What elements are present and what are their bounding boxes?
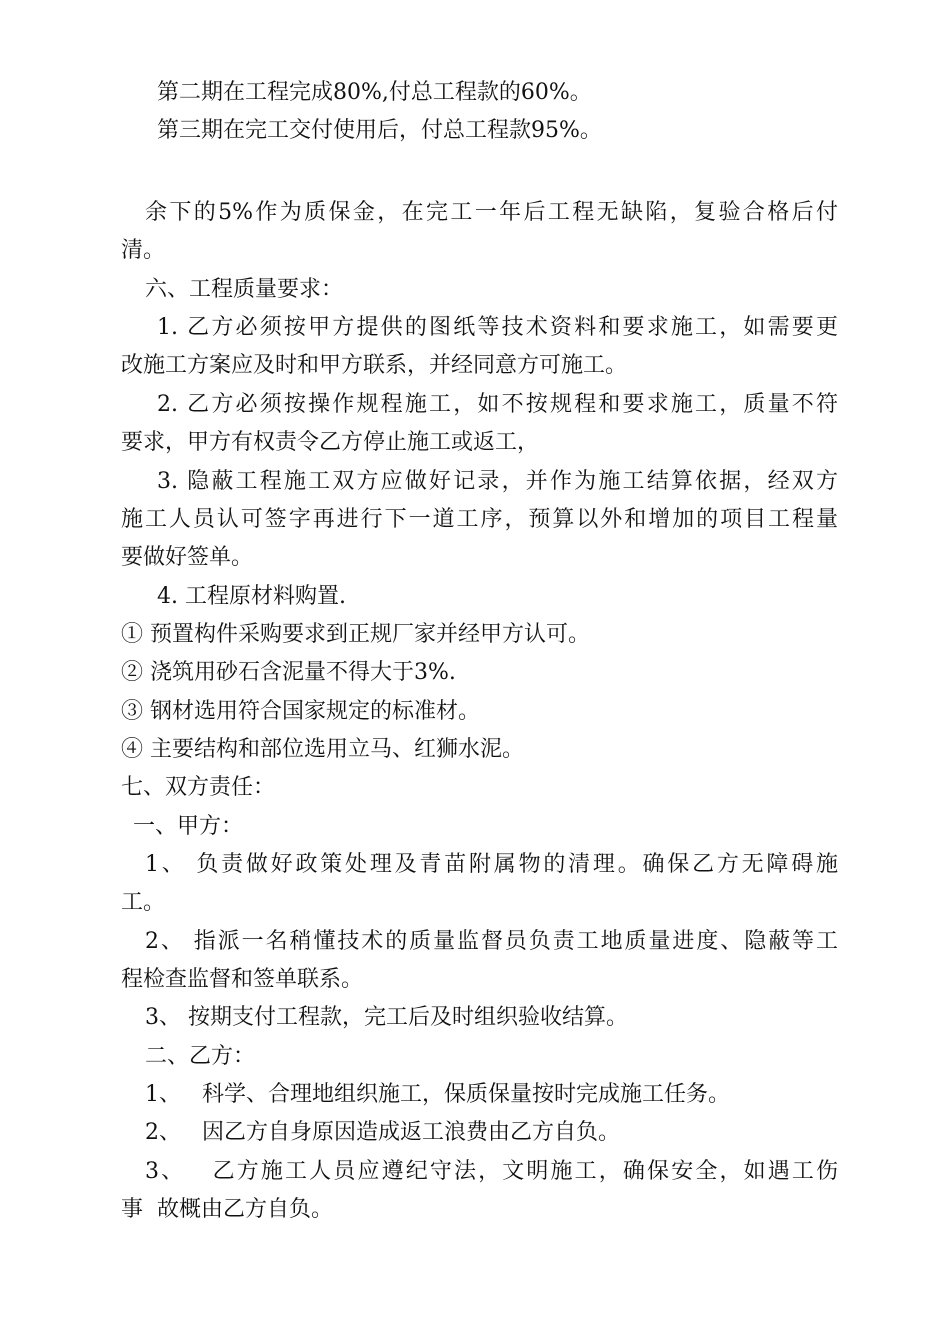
section-heading: 七、双方责任：	[121, 775, 276, 800]
text-line: 改施工方案应及时和甲方联系，并经同意方可施工。	[121, 353, 628, 378]
text-line: 1、 负责做好政策处理及青苗附属物的清理。确保乙方无障碍施	[145, 852, 838, 877]
text-line: 1、 科学、合理地组织施工，保质保量按时完成施工任务。	[145, 1082, 730, 1107]
subsection-heading: 二、乙方：	[145, 1044, 256, 1069]
text-line: 工。	[121, 890, 166, 915]
text-line: 3、 按期支付工程款，完工后及时组织验收结算。	[145, 1005, 628, 1030]
list-item: ② 浇筑用砂石含泥量不得大于3%.	[121, 660, 456, 685]
text-line: 余下的5%作为质保金，在完工一年后工程无缺陷，复验合格后付	[145, 200, 838, 225]
list-item: ③ 钢材选用符合国家规定的标准材。	[121, 699, 480, 724]
text-line: 2. 乙方必须按操作规程施工，如不按规程和要求施工，质量不符	[157, 392, 838, 417]
subsection-heading: 一、甲方：	[133, 814, 244, 839]
text-line: 第三期在完工交付使用后，付总工程款95%。	[157, 118, 602, 143]
text-line: 施工人员认可签字再进行下一道工序，预算以外和增加的项目工程量	[121, 507, 838, 532]
section-heading: 六、工程质量要求：	[145, 277, 344, 302]
text-line: 4. 工程原材料购置.	[157, 584, 346, 609]
text-line: 事 故概由乙方自负。	[121, 1197, 333, 1222]
text-line: 第二期在工程完成80%,付总工程款的60%。	[157, 80, 592, 105]
text-line: 程检查监督和签单联系。	[121, 967, 364, 992]
text-line: 1. 乙方必须按甲方提供的图纸等技术资料和要求施工，如需要更	[157, 315, 838, 340]
text-line: 要做好签单。	[121, 545, 254, 570]
text-line: 要求，甲方有权责令乙方停止施工或返工，	[121, 430, 540, 455]
text-line: 3、 乙方施工人员应遵纪守法，文明施工，确保安全，如遇工伤	[145, 1159, 838, 1184]
list-item: ① 预置构件采购要求到正规厂家并经甲方认可。	[121, 622, 590, 647]
text-line: 3. 隐蔽工程施工双方应做好记录，并作为施工结算依据，经双方	[157, 469, 838, 494]
text-line: 2、 指派一名稍懂技术的质量监督员负责工地质量进度、隐蔽等工	[145, 929, 838, 954]
list-item: ④ 主要结构和部位选用立马、红狮水泥。	[121, 737, 524, 762]
text-line: 清。	[121, 238, 166, 263]
text-line: 2、 因乙方自身原因造成返工浪费由乙方自负。	[145, 1120, 620, 1145]
